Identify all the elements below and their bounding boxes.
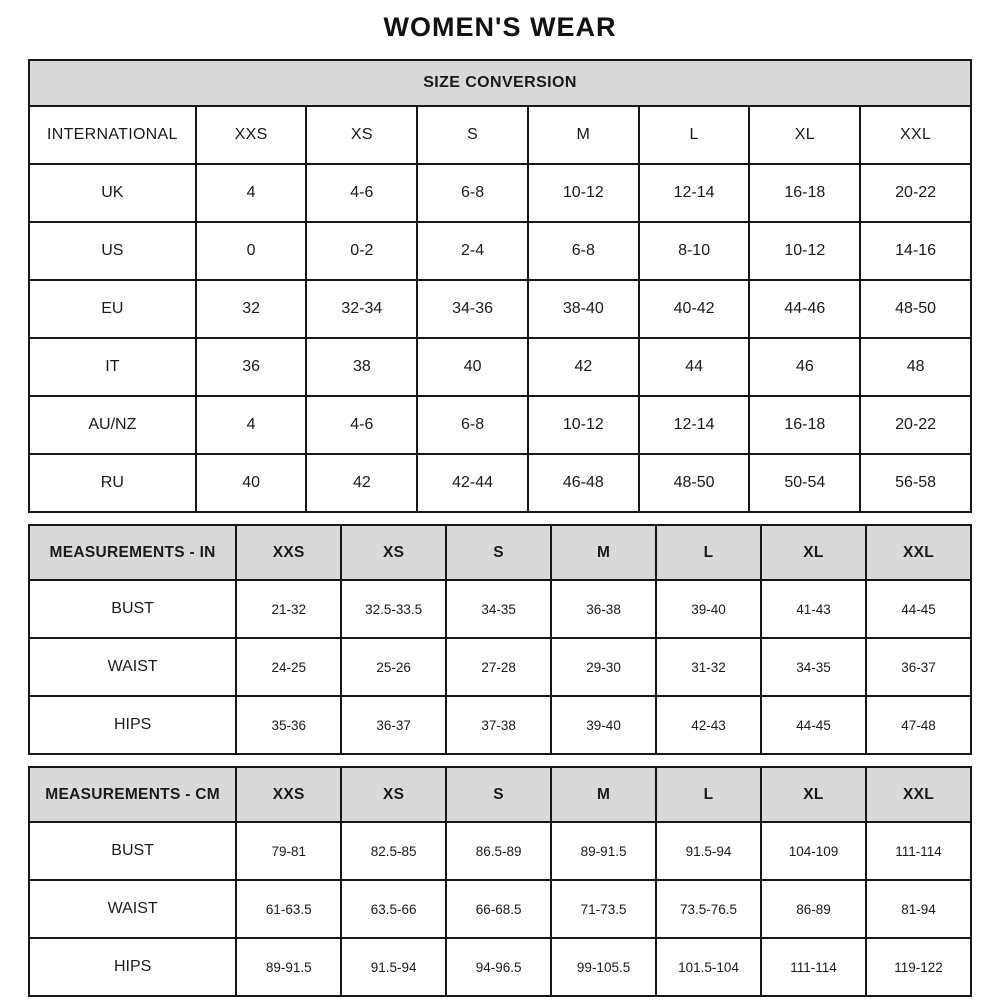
cell-it-xs: 38 [306,338,417,396]
size-conversion-header: SIZE CONVERSION [29,60,971,106]
cell-it-s: 40 [417,338,528,396]
row-label-aunz: AU/NZ [29,396,196,454]
cell-us-m: 6-8 [528,222,639,280]
cell-bust-in-m: 36-38 [551,580,656,638]
cell-aunz-xs: 4-6 [306,396,417,454]
row-label-waist-in: WAIST [29,638,236,696]
row-label-eu: EU [29,280,196,338]
cell-bust-cm-l: 91.5-94 [656,822,761,880]
cell-bust-in-xxs: 21-32 [236,580,341,638]
in-column-header-xxl: XXL [866,525,971,580]
cell-ru-xl: 50-54 [749,454,860,512]
cell-us-xxs: 0 [196,222,307,280]
cell-eu-l: 40-42 [639,280,750,338]
cell-waist-in-xxs: 24-25 [236,638,341,696]
cell-eu-xxl: 48-50 [860,280,971,338]
row-label-hips-in: HIPS [29,696,236,754]
cell-waist-in-l: 31-32 [656,638,761,696]
cell-aunz-xxs: 4 [196,396,307,454]
cell-us-xs: 0-2 [306,222,417,280]
cell-waist-in-m: 29-30 [551,638,656,696]
cm-column-header-xs: XS [341,767,446,822]
cell-waist-cm-xxl: 81-94 [866,880,971,938]
cell-aunz-xxl: 20-22 [860,396,971,454]
cell-uk-m: 10-12 [528,164,639,222]
table-row-bust-cm [29,822,971,880]
cell-it-xl: 46 [749,338,860,396]
cell-uk-xxl: 20-22 [860,164,971,222]
in-column-header-xs: XS [341,525,446,580]
column-header-xxs: XXS [196,106,307,164]
row-label-bust-cm: BUST [29,822,236,880]
cell-ru-s: 42-44 [417,454,528,512]
cell-uk-xl: 16-18 [749,164,860,222]
table-row-it [29,338,971,396]
cell-bust-cm-xs: 82.5-85 [341,822,446,880]
cell-uk-s: 6-8 [417,164,528,222]
table-row-ru [29,454,971,512]
cell-hips-in-xl: 44-45 [761,696,866,754]
cell-hips-in-xs: 36-37 [341,696,446,754]
cell-uk-xs: 4-6 [306,164,417,222]
measurements-in-table [28,524,972,755]
column-header-s: S [417,106,528,164]
cell-eu-m: 38-40 [528,280,639,338]
table-row-uk [29,164,971,222]
cell-waist-cm-xs: 63.5-66 [341,880,446,938]
cell-hips-cm-xs: 91.5-94 [341,938,446,996]
cell-bust-in-xxl: 44-45 [866,580,971,638]
cell-ru-xs: 42 [306,454,417,512]
table-row-hips-in [29,696,971,754]
size-conversion-columns-row [29,106,971,164]
table-row-waist-in [29,638,971,696]
cell-waist-in-xs: 25-26 [341,638,446,696]
in-column-header-xxs: XXS [236,525,341,580]
cell-it-m: 42 [528,338,639,396]
table-row-bust-in [29,580,971,638]
cell-hips-cm-s: 94-96.5 [446,938,551,996]
cell-us-xxl: 14-16 [860,222,971,280]
cell-hips-in-s: 37-38 [446,696,551,754]
cell-aunz-l: 12-14 [639,396,750,454]
row-label-hips-cm: HIPS [29,938,236,996]
cell-bust-cm-xl: 104-109 [761,822,866,880]
in-column-header-s: S [446,525,551,580]
cell-aunz-m: 10-12 [528,396,639,454]
cell-bust-in-s: 34-35 [446,580,551,638]
in-column-header-xl: XL [761,525,866,580]
cell-it-xxs: 36 [196,338,307,396]
row-label-uk: UK [29,164,196,222]
cell-aunz-xl: 16-18 [749,396,860,454]
cell-hips-cm-xl: 111-114 [761,938,866,996]
table-row-eu [29,280,971,338]
column-header-xl: XL [749,106,860,164]
cell-waist-in-s: 27-28 [446,638,551,696]
cell-hips-cm-m: 99-105.5 [551,938,656,996]
measurements-in-header: MEASUREMENTS - IN [29,525,236,580]
cm-column-header-xxl: XXL [866,767,971,822]
cell-eu-s: 34-36 [417,280,528,338]
cell-eu-xl: 44-46 [749,280,860,338]
in-column-header-m: M [551,525,656,580]
column-header-l: L [639,106,750,164]
row-label-it: IT [29,338,196,396]
cell-hips-in-m: 39-40 [551,696,656,754]
column-header-m: M [528,106,639,164]
cell-bust-in-l: 39-40 [656,580,761,638]
measurements-cm-header: MEASUREMENTS - CM [29,767,236,822]
measurements-cm-table [28,766,972,997]
cell-hips-in-xxl: 47-48 [866,696,971,754]
cell-ru-xxl: 56-58 [860,454,971,512]
cell-us-xl: 10-12 [749,222,860,280]
cell-bust-cm-s: 86.5-89 [446,822,551,880]
row-label-waist-cm: WAIST [29,880,236,938]
column-header-international: INTERNATIONAL [29,106,196,164]
cell-bust-cm-xxs: 79-81 [236,822,341,880]
cell-ru-l: 48-50 [639,454,750,512]
size-conversion-table [28,59,972,513]
cell-waist-cm-m: 71-73.5 [551,880,656,938]
cell-ru-m: 46-48 [528,454,639,512]
cell-it-xxl: 48 [860,338,971,396]
table-row-us [29,222,971,280]
cell-waist-cm-xxs: 61-63.5 [236,880,341,938]
cell-uk-l: 12-14 [639,164,750,222]
measurements-in-columns-row [29,525,971,580]
cell-aunz-s: 6-8 [417,396,528,454]
cm-column-header-l: L [656,767,761,822]
cell-bust-cm-xxl: 111-114 [866,822,971,880]
cell-eu-xs: 32-34 [306,280,417,338]
cell-hips-cm-l: 101.5-104 [656,938,761,996]
table-row-hips-cm [29,938,971,996]
in-column-header-l: L [656,525,761,580]
cell-it-l: 44 [639,338,750,396]
measurements-cm-columns-row [29,767,971,822]
cell-ru-xxs: 40 [196,454,307,512]
cell-waist-in-xl: 34-35 [761,638,866,696]
cell-waist-cm-xl: 86-89 [761,880,866,938]
cell-bust-cm-m: 89-91.5 [551,822,656,880]
cell-us-l: 8-10 [639,222,750,280]
column-header-xxl: XXL [860,106,971,164]
cell-bust-in-xs: 32.5-33.5 [341,580,446,638]
row-label-ru: RU [29,454,196,512]
cell-uk-xxs: 4 [196,164,307,222]
cell-eu-xxs: 32 [196,280,307,338]
cell-waist-cm-s: 66-68.5 [446,880,551,938]
cell-us-s: 2-4 [417,222,528,280]
page-title: WOMEN'S WEAR [383,12,617,42]
cm-column-header-s: S [446,767,551,822]
cell-hips-in-xxs: 35-36 [236,696,341,754]
size-conversion-header-row [29,60,971,106]
row-label-us: US [29,222,196,280]
cell-waist-cm-l: 73.5-76.5 [656,880,761,938]
cell-hips-cm-xxs: 89-91.5 [236,938,341,996]
cell-hips-cm-xxl: 119-122 [866,938,971,996]
cm-column-header-xl: XL [761,767,866,822]
cm-column-header-xxs: XXS [236,767,341,822]
cell-bust-in-xl: 41-43 [761,580,866,638]
cell-waist-in-xxl: 36-37 [866,638,971,696]
size-guide-page [28,0,972,997]
table-row-aunz [29,396,971,454]
column-header-xs: XS [306,106,417,164]
table-row-waist-cm [29,880,971,938]
row-label-bust-in: BUST [29,580,236,638]
cm-column-header-m: M [551,767,656,822]
cell-hips-in-l: 42-43 [656,696,761,754]
